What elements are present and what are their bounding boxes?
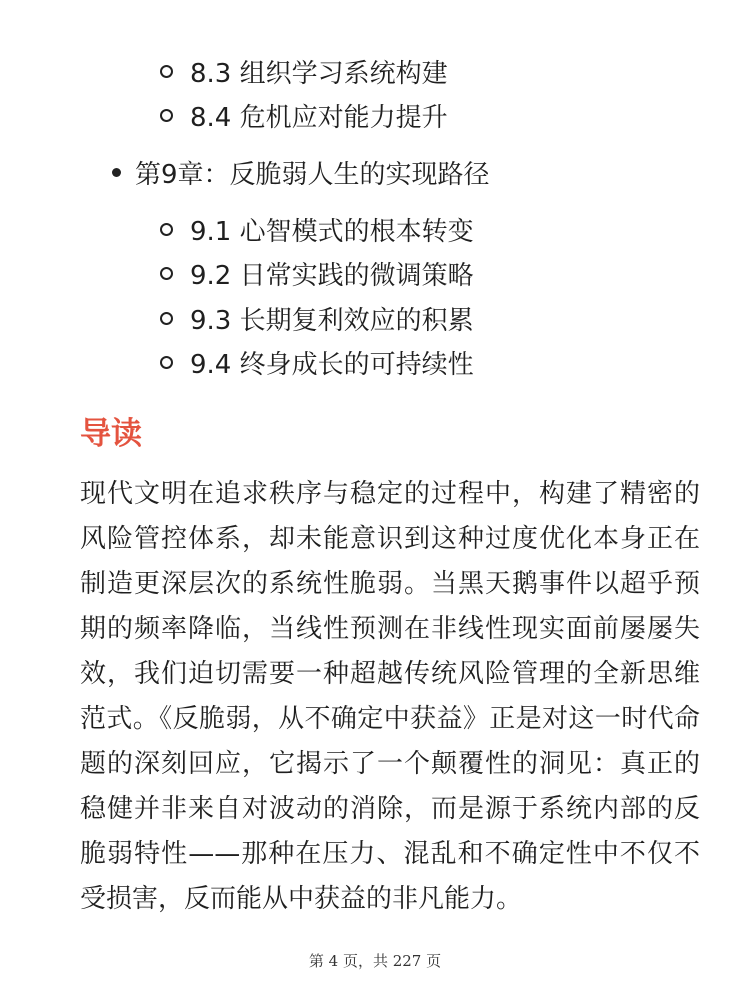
toc-chapter-item [112,150,490,194]
toc-subitem-label: 8.3 组织学习系统构建 [190,58,448,89]
toc-subitem-label: 9.4 终身成长的可持续性 [190,349,474,380]
hollow-bullet-icon [160,223,173,236]
intro-paragraph: 现代文明在追求秩序与稳定的过程中，构建了精密的风险管控体系，却未能意识到这种过度优化本身正在制造更深层次的系统性脆弱。当黑天鹅事件以超乎预期的频率降临，当线性预测在非线性现实面前屡屡失效，我们迫切需要一种超越传统风险管理的全新思维范式。《反脆弱，从不确定中获益》正是对这一时代命题的深刻回应，它揭示了一个颠覆性的洞见：真正的稳健并非来自对波动的消除，而是源于系统内部的反脆弱特性——那种在压力、混乱和不确定性中不仅不受损害，反而能从中获益的非凡能力。 [80,479,700,914]
toc-subitem [160,49,448,93]
toc-subitem [160,340,474,384]
hollow-bullet-icon [160,65,173,78]
filled-bullet-icon [112,168,121,177]
page-indicator: 第 4 页，共 227 页 [308,952,442,970]
section-heading: 导读 [80,416,142,452]
toc-subitem-label: 9.3 长期复利效应的积累 [190,305,474,336]
toc-subitem-label: 8.4 危机应对能力提升 [190,102,448,133]
hollow-bullet-icon [160,312,173,325]
hollow-bullet-icon [160,109,173,122]
toc-subitem [160,251,474,295]
hollow-bullet-icon [160,267,173,280]
toc-chapter-title: 第9章：反脆弱人生的实现路径 [135,159,490,190]
toc-subitem [160,207,474,251]
toc-subitem [160,93,448,137]
hollow-bullet-icon [160,356,173,369]
toc-subitem-label: 9.1 心智模式的根本转变 [190,216,474,247]
toc-subitem-label: 9.2 日常实践的微调策略 [190,260,474,291]
toc-subitem [160,296,474,340]
